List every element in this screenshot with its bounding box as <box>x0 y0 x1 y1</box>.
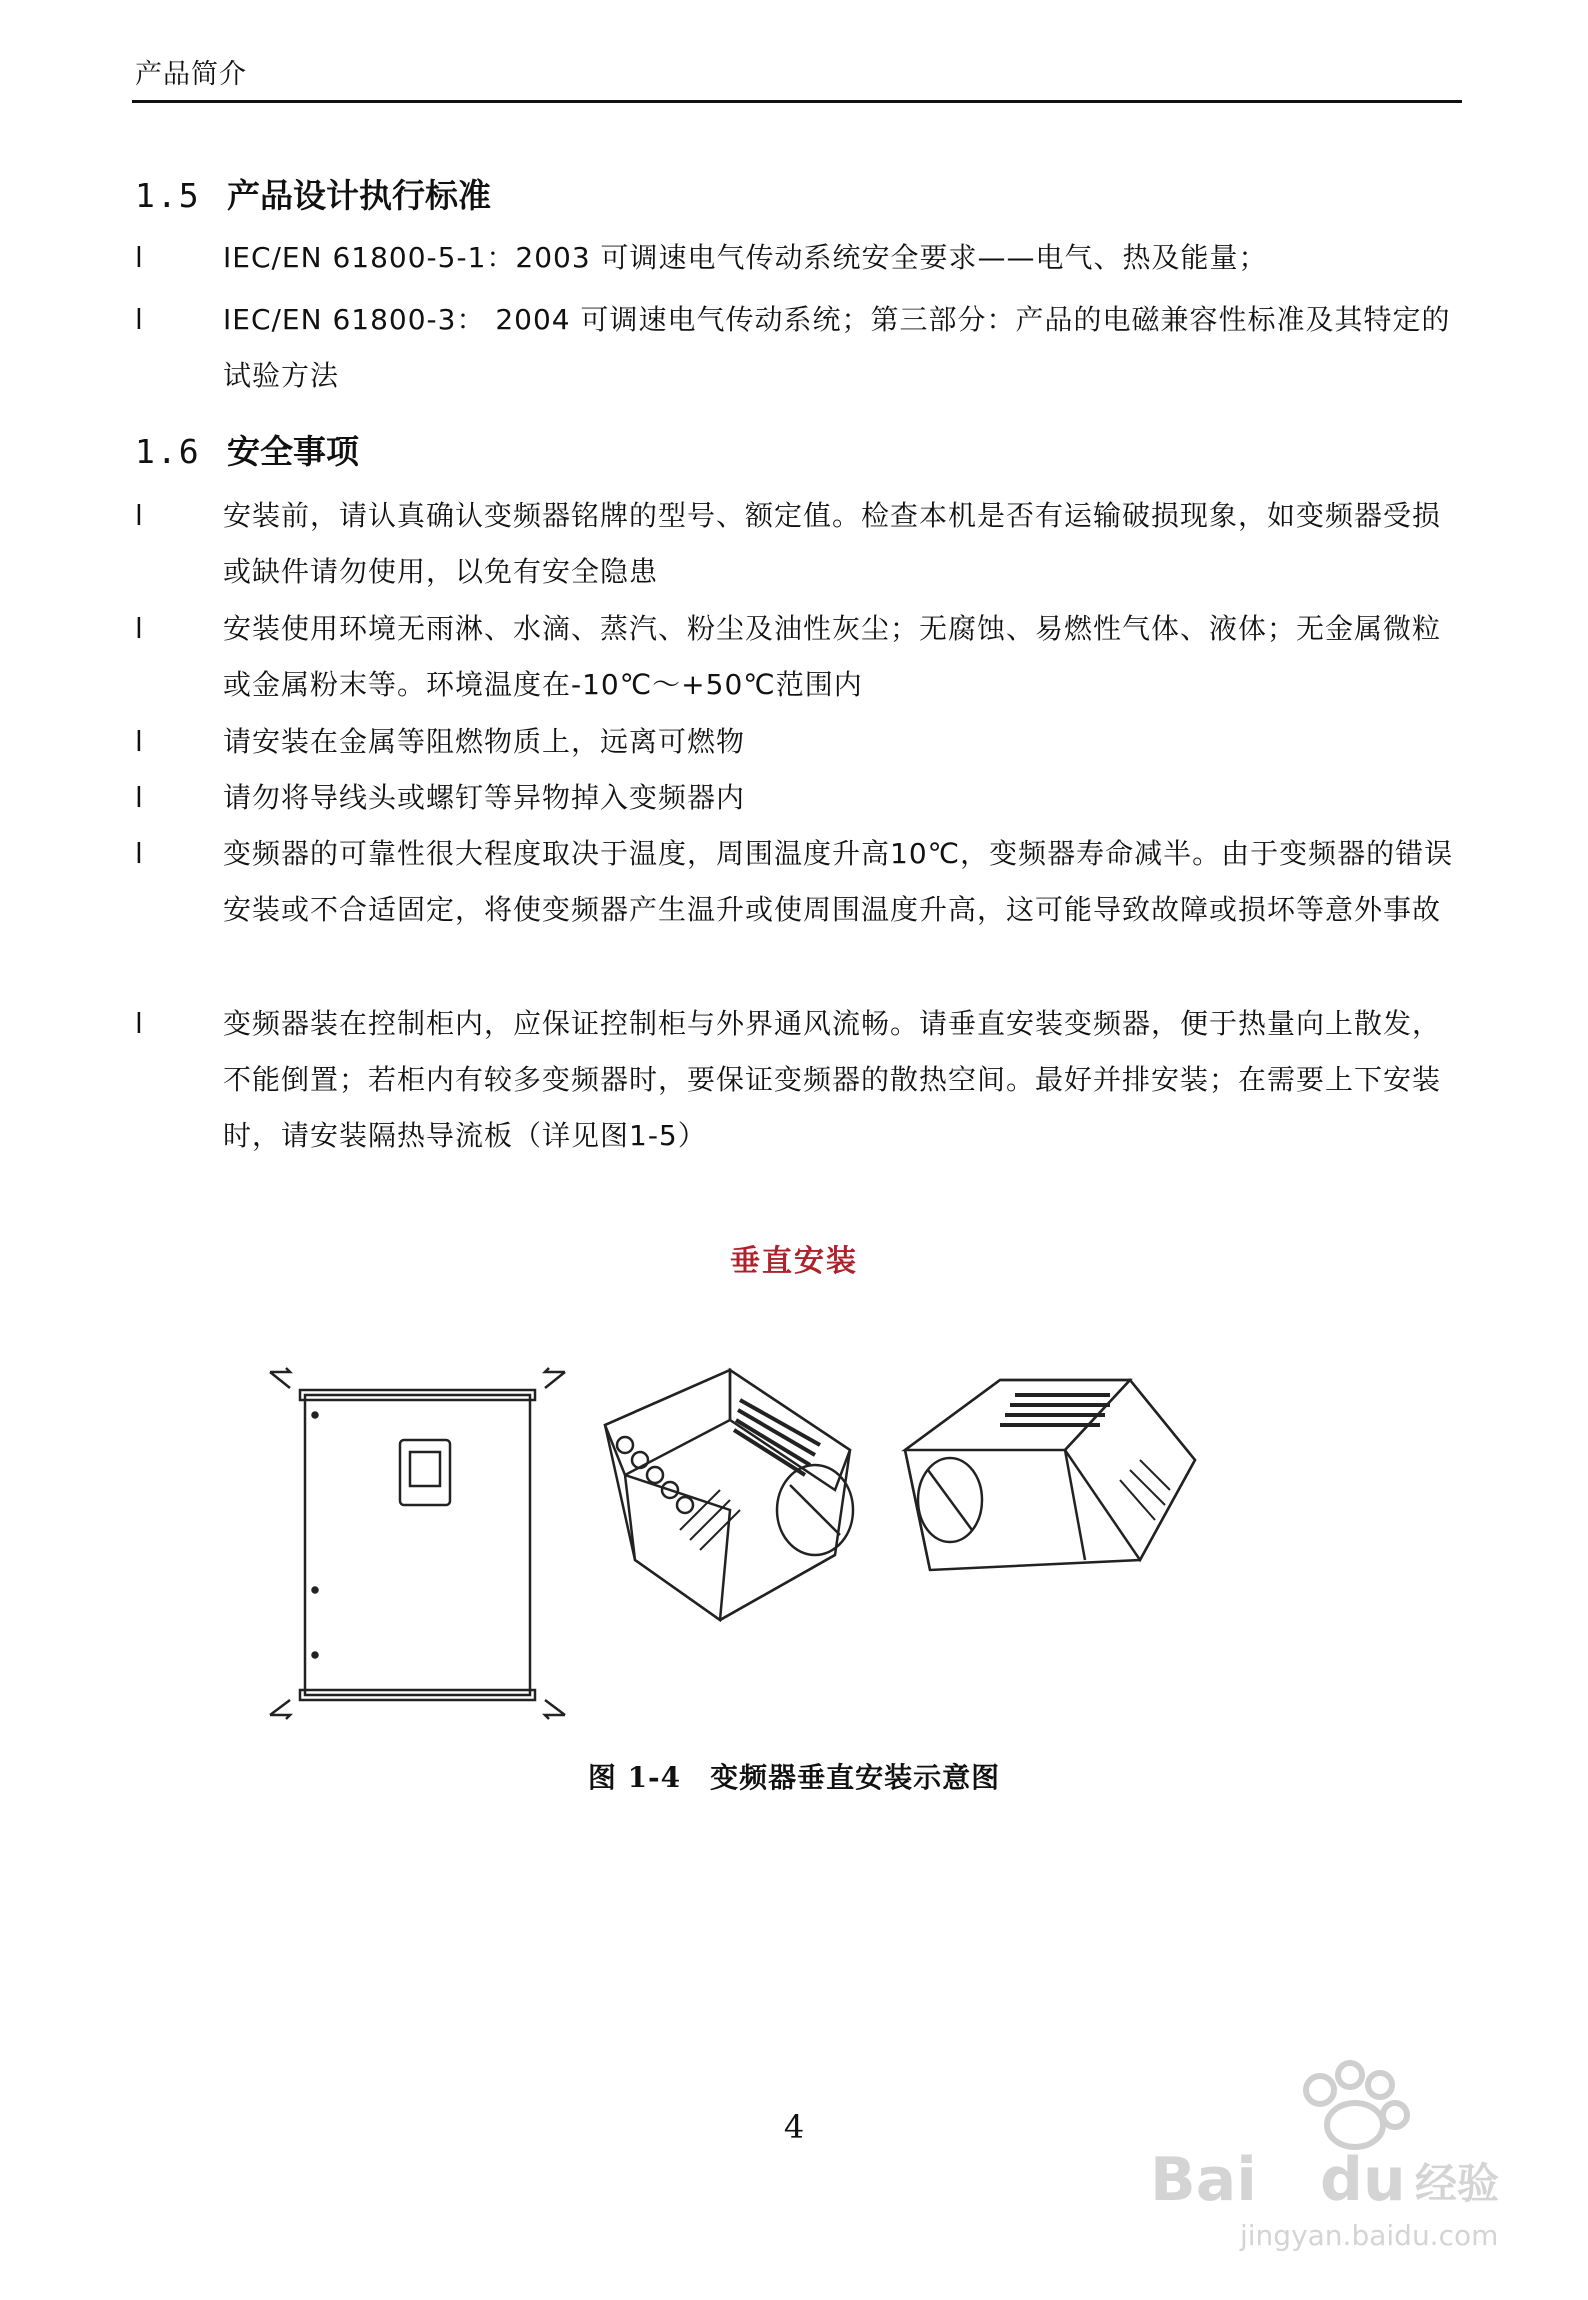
list-item <box>135 714 1465 770</box>
list-item-text: IEC/EN 61800-3： 2004 可调速电气传动系统；第三部分：产品的电磁兼容性标准及其特定的试验方法 <box>223 303 1451 392</box>
inverter-vertical-install-illustration <box>260 1360 1320 1730</box>
bullet-mark: l <box>135 241 143 274</box>
list-item <box>135 770 1465 826</box>
bullet-mark: l <box>135 499 143 532</box>
section-title: 产品设计执行标准 <box>227 176 491 215</box>
list-item <box>135 826 1465 938</box>
bullet-mark: l <box>135 1007 143 1040</box>
bullet-mark: l <box>135 837 143 870</box>
list-item-text: 安装使用环境无雨淋、水滴、蒸汽、粉尘及油性灰尘；无腐蚀、易燃性气体、液体；无金属微粒或金属粉末等。环境温度在-10℃～+50℃范围内 <box>223 612 1442 701</box>
header-rule <box>132 100 1462 103</box>
list-item <box>135 488 1465 600</box>
list-item-text: 变频器装在控制柜内，应保证控制柜与外界通风流畅。请垂直安装变频器，便于热量向上散发，不能倒置；若柜内有较多变频器时，要保证变频器的散热空间。最好并排安装；在需要上下安装时，请安装隔热导流板（详见图1-5） <box>223 1007 1442 1152</box>
list-item <box>135 230 1465 286</box>
list-item-text: 请安装在金属等阻燃物质上，远离可燃物 <box>223 725 746 758</box>
page-number: 4 <box>783 2108 805 2146</box>
list-item-text: 请勿将导线头或螺钉等异物掉入变频器内 <box>223 781 746 814</box>
list-item <box>135 996 1465 1164</box>
svg-text:jingyan.baidu.com: jingyan.baidu.com <box>1240 2219 1499 2252</box>
svg-text:du: du <box>1320 2145 1406 2215</box>
list-item <box>135 292 1465 404</box>
arrow-top-left <box>270 1368 290 1388</box>
arrow-bottom-left <box>270 1700 290 1719</box>
baidu-jingyan-watermark <box>1130 2050 1530 2260</box>
list-item-text: 安装前，请认真确认变频器铭牌的型号、额定值。检查本机是否有运输破损现象，如变频器受损或缺件请勿使用，以免有安全隐患 <box>223 499 1442 588</box>
bullet-mark: l <box>135 612 143 645</box>
section-number: 1.6 <box>135 432 201 471</box>
bullet-mark: l <box>135 303 143 336</box>
figure-label: 垂直安装 <box>730 1244 858 1279</box>
figure-caption: 图 1-4 变频器垂直安装示意图 <box>587 1761 1001 1794</box>
list-item-text: 变频器的可靠性很大程度取决于温度，周围温度升高10℃，变频器寿命减半。由于变频器的错误安装或不合适固定，将使变频器产生温升或使周围温度升高，这可能导致故障或损坏等意外事故 <box>223 837 1454 926</box>
svg-text:Bai: Bai <box>1150 2145 1257 2215</box>
bullet-mark: l <box>135 781 143 814</box>
section-number: 1.5 <box>135 176 201 215</box>
section-heading-1-5 <box>135 170 491 217</box>
bullet-mark: l <box>135 725 143 758</box>
inverter-tilted-right-view <box>905 1380 1195 1570</box>
inverter-tilted-left-view <box>605 1370 853 1620</box>
section-title: 安全事项 <box>227 432 359 471</box>
arrow-bottom-right <box>545 1700 565 1719</box>
list-item <box>135 601 1465 713</box>
svg-text:经验: 经验 <box>1415 2159 1500 2208</box>
list-item-text: IEC/EN 61800-5-1：2003 可调速电气传动系统安全要求——电气、热及能量； <box>223 241 1268 274</box>
arrow-top-right <box>545 1368 565 1388</box>
keypad-window <box>400 1440 450 1505</box>
section-heading-1-6 <box>135 426 359 473</box>
page-header-title: 产品简介 <box>135 59 247 90</box>
